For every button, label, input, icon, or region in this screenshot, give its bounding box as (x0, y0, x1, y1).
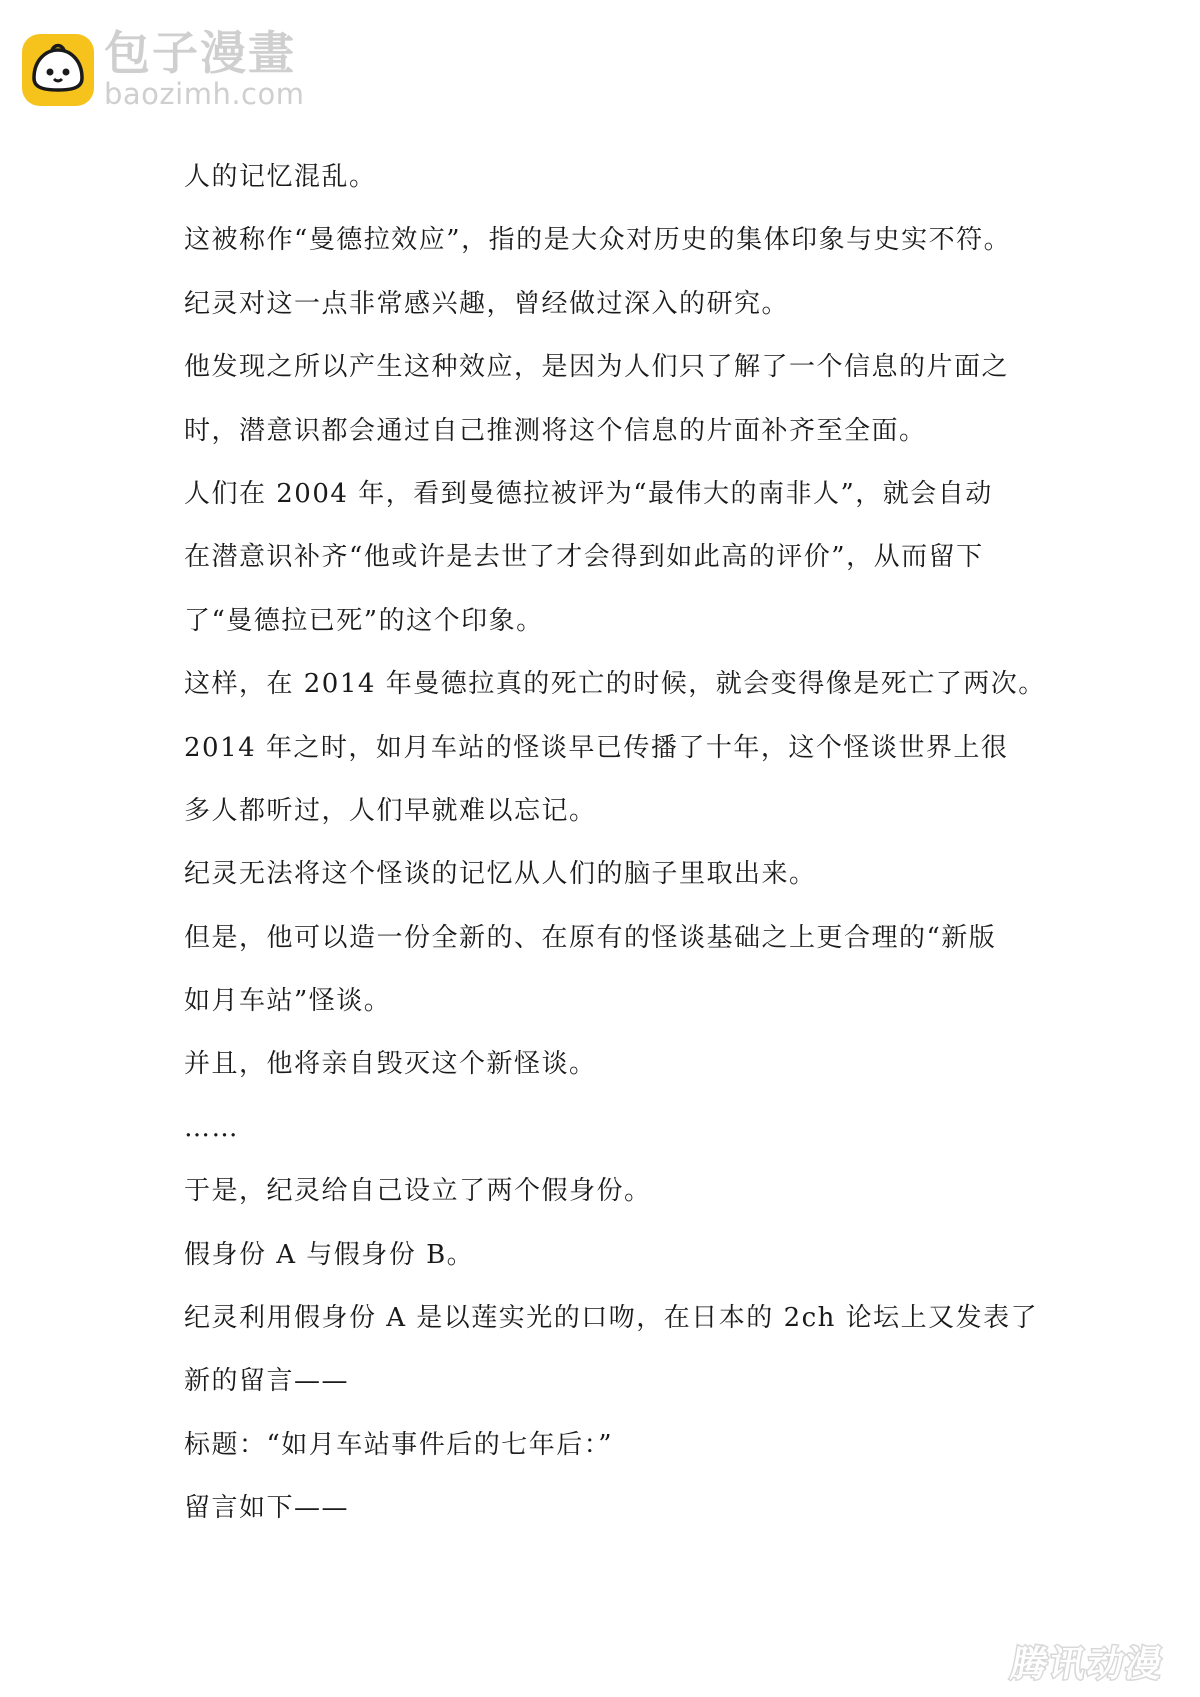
watermark-domain: baozimh.com (104, 77, 305, 111)
paragraph-line: 纪灵利用假身份 A 是以莲实光的口吻，在日本的 2ch 论坛上又发表了 (184, 1303, 1039, 1334)
paragraph-line: 在潜意识补齐“他或许是去世了才会得到如此高的评价”，从而留下 (184, 542, 984, 573)
paragraph-line: …… (184, 1112, 239, 1143)
paragraph-line: 了“曼德拉已死”的这个印象。 (184, 605, 544, 636)
paragraph-line: 假身份 A 与假身份 B。 (184, 1239, 475, 1270)
paragraph-line: 新的留言—— (184, 1366, 350, 1397)
paragraph-line: 但是，他可以造一份全新的、在原有的怪谈基础之上更合理的“新版 (184, 922, 997, 953)
paragraph-line: 如月车站”怪谈。 (184, 986, 392, 1017)
watermark-bottom (986, 1639, 1190, 1683)
document-body (184, 146, 1046, 1541)
watermark-brand: 包子漫畫 (104, 26, 296, 80)
paragraph-line: 纪灵对这一点非常感兴趣，曾经做过深入的研究。 (184, 288, 790, 319)
paragraph-line: 纪灵无法将这个怪谈的记忆从人们的脑子里取出来。 (184, 859, 817, 890)
paragraph-line: 人的记忆混乱。 (184, 162, 377, 192)
paragraph-line: 他发现之所以产生这种效应，是因为人们只了解了一个信息的片面之 (184, 352, 1010, 383)
paragraph-line: 这样，在 2014 年曼德拉真的死亡的时候，就会变得像是死亡了两次。 (184, 669, 1046, 700)
paragraph-line: 标题：“如月车站事件后的七年后：” (184, 1429, 614, 1460)
paragraph-line: 并且，他将亲自毁灭这个新怪谈。 (184, 1049, 597, 1080)
bun-mascot-icon (22, 34, 94, 106)
watermark-bottom-brand: 腾讯动漫 (1007, 1643, 1168, 1685)
watermark-top (22, 26, 305, 111)
paragraph-line: 2014 年之时，如月车站的怪谈早已传播了十年，这个怪谈世界上很 (184, 732, 1009, 763)
paragraph-line: 于是，纪灵给自己设立了两个假身份。 (184, 1176, 652, 1207)
paragraph-line: 这被称作“曼德拉效应”，指的是大众对历史的集体印象与史实不符。 (184, 225, 1012, 256)
paragraph-line: 留言如下—— (184, 1493, 350, 1524)
paragraph-line: 时，潜意识都会通过自己推测将这个信息的片面补齐至全面。 (184, 415, 927, 446)
paragraph-line: 多人都听过，人们早就难以忘记。 (184, 795, 597, 826)
paragraph-line: 人们在 2004 年，看到曼德拉被评为“最伟大的南非人”，就会自动 (184, 478, 993, 509)
